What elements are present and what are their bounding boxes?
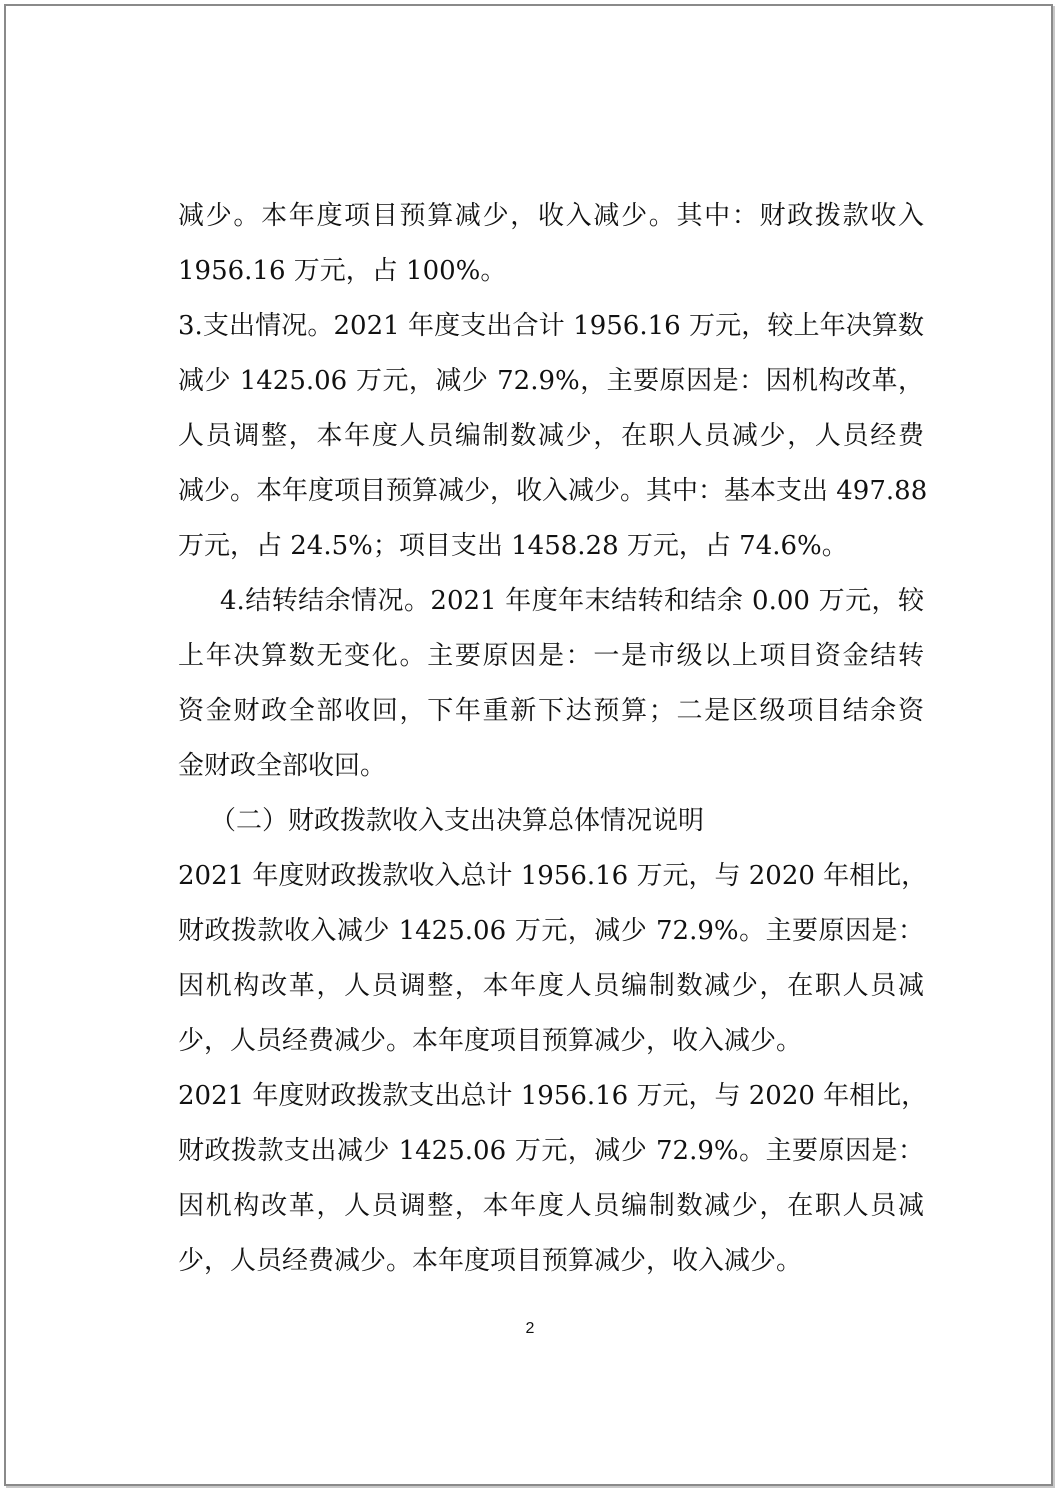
text-line: 减少 1425.06 万元，减少 72.9%，主要原因是：因机构改革，: [178, 366, 924, 396]
text-line: 2021 年度财政拨款支出总计 1956.16 万元，与 2020 年相比，: [178, 1081, 928, 1111]
text-line: 资金财政全部收回，下年重新下达预算；二是区级项目结余资: [178, 696, 924, 726]
text-line: 4.结转结余情况。2021 年度年末结转和结余 0.00 万元，较: [220, 586, 924, 616]
text-line: 少，人员经费减少。本年度项目预算减少，收入减少。: [178, 1026, 803, 1056]
text-line: 减少。本年度项目预算减少，收入减少。其中：财政拨款收入: [178, 201, 924, 231]
text-line: 万元，占 24.5%；项目支出 1458.28 万元，占 74.6%。: [178, 531, 848, 561]
text-line: 人员调整，本年度人员编制数减少，在职人员减少，人员经费: [178, 421, 924, 451]
text-line: 1956.16 万元，占 100%。: [178, 256, 507, 286]
text-line: 财政拨款支出减少 1425.06 万元，减少 72.9%。主要原因是：: [178, 1136, 924, 1166]
text-line: 因机构改革，人员调整，本年度人员编制数减少，在职人员减: [178, 971, 924, 1001]
text-line: 减少。本年度项目预算减少，收入减少。其中：基本支出 497.88: [178, 476, 928, 506]
text-line: 少，人员经费减少。本年度项目预算减少，收入减少。: [178, 1246, 803, 1276]
text-line: 金财政全部收回。: [178, 751, 387, 781]
text-line: 因机构改革，人员调整，本年度人员编制数减少，在职人员减: [178, 1191, 924, 1221]
text-line: 上年决算数无变化。主要原因是：一是市级以上项目资金结转: [178, 641, 924, 671]
text-line: 2021 年度财政拨款收入总计 1956.16 万元，与 2020 年相比，: [178, 861, 928, 891]
section-heading: （二）财政拨款收入支出决算总体情况说明: [210, 806, 705, 836]
text-line: 财政拨款收入减少 1425.06 万元，减少 72.9%。主要原因是：: [178, 916, 924, 946]
document-body: [178, 189, 928, 1289]
text-line: 3.支出情况。2021 年度支出合计 1956.16 万元，较上年决算数: [178, 311, 924, 341]
page-number: 2: [525, 1320, 535, 1337]
